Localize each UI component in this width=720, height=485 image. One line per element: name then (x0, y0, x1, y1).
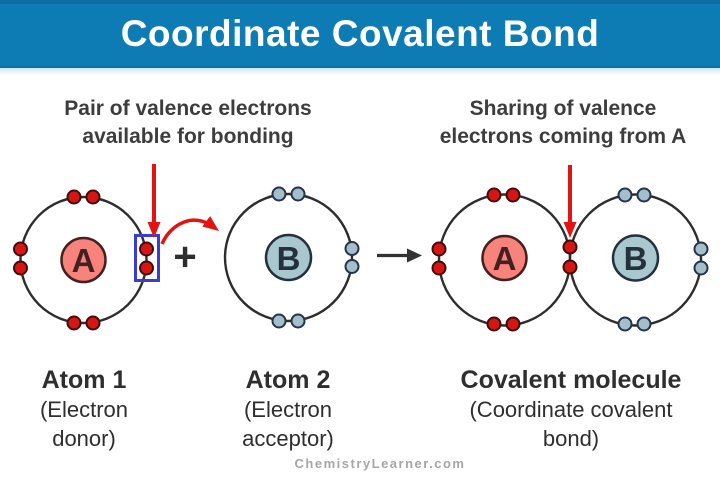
molecule-a-symbol: A (492, 240, 517, 277)
atom-b-group (225, 188, 359, 328)
electron-dot-a (68, 191, 81, 204)
page-title: Coordinate Covalent Bond (120, 13, 600, 54)
electron-dot-a (433, 243, 446, 256)
electron-dot-b (638, 318, 651, 331)
electron-dot-b (292, 315, 305, 328)
electron-dot-a (488, 189, 501, 202)
electron-dot-b (619, 189, 632, 202)
pointer-arrow-right (564, 165, 577, 238)
electron-dot-b (695, 243, 708, 256)
caption-line: (Electron (39, 397, 129, 422)
electron-dot-b (695, 262, 708, 275)
caption-molecule (411, 366, 720, 453)
annotation-line: Pair of valence electrons (64, 97, 312, 120)
atom-a-group (14, 191, 159, 330)
pointer-arrow-left (148, 164, 161, 238)
caption-line: bond) (542, 426, 600, 451)
plus-sign: + (173, 235, 197, 279)
annotation-line: available for bonding (82, 125, 294, 148)
electron-dot-b (273, 188, 286, 201)
electron-dot-a (488, 318, 501, 331)
electron-dot-b (273, 315, 286, 328)
reaction-arrow (377, 249, 422, 263)
caption-title: Atom 2 (245, 366, 331, 394)
electron-dot-a (507, 318, 520, 331)
caption-atom2 (208, 366, 368, 453)
caption-title: Covalent molecule (460, 366, 682, 394)
shared-electron-dot (564, 241, 577, 254)
arrowhead (407, 249, 422, 263)
electron-dot-a (68, 317, 81, 330)
electron-dot-b (346, 260, 359, 273)
electron-dot-b (292, 188, 305, 201)
annotation-line: Sharing of valence (469, 97, 657, 120)
electron-dot-a-lone-pair (140, 262, 153, 275)
watermark: ChemistryLearner.com (294, 456, 466, 471)
electron-dot-a (14, 262, 27, 275)
caption-atom1 (4, 366, 164, 453)
annotation-line: electrons coming from A (439, 125, 687, 148)
electron-dot-a (87, 317, 100, 330)
caption-title: Atom 1 (41, 366, 127, 394)
electron-dot-b (346, 242, 359, 255)
atom-a-symbol: A (71, 242, 96, 279)
electron-dot-a (507, 189, 520, 202)
caption-line: acceptor) (242, 426, 334, 451)
electron-dot-b (638, 189, 651, 202)
electron-dot-a-lone-pair (140, 243, 153, 256)
caption-line: (Coordinate covalent (469, 397, 673, 422)
shared-electron-dot (564, 261, 577, 274)
atom-b-symbol: B (276, 240, 301, 277)
electron-dot-a (14, 243, 27, 256)
caption-line: (Electron (243, 397, 333, 422)
molecule-b-symbol: B (623, 240, 648, 277)
electron-dot-b (619, 318, 632, 331)
caption-line: donor) (52, 426, 116, 451)
arrowhead (202, 216, 223, 236)
electron-dot-a (433, 262, 446, 275)
electron-dot-a (87, 191, 100, 204)
